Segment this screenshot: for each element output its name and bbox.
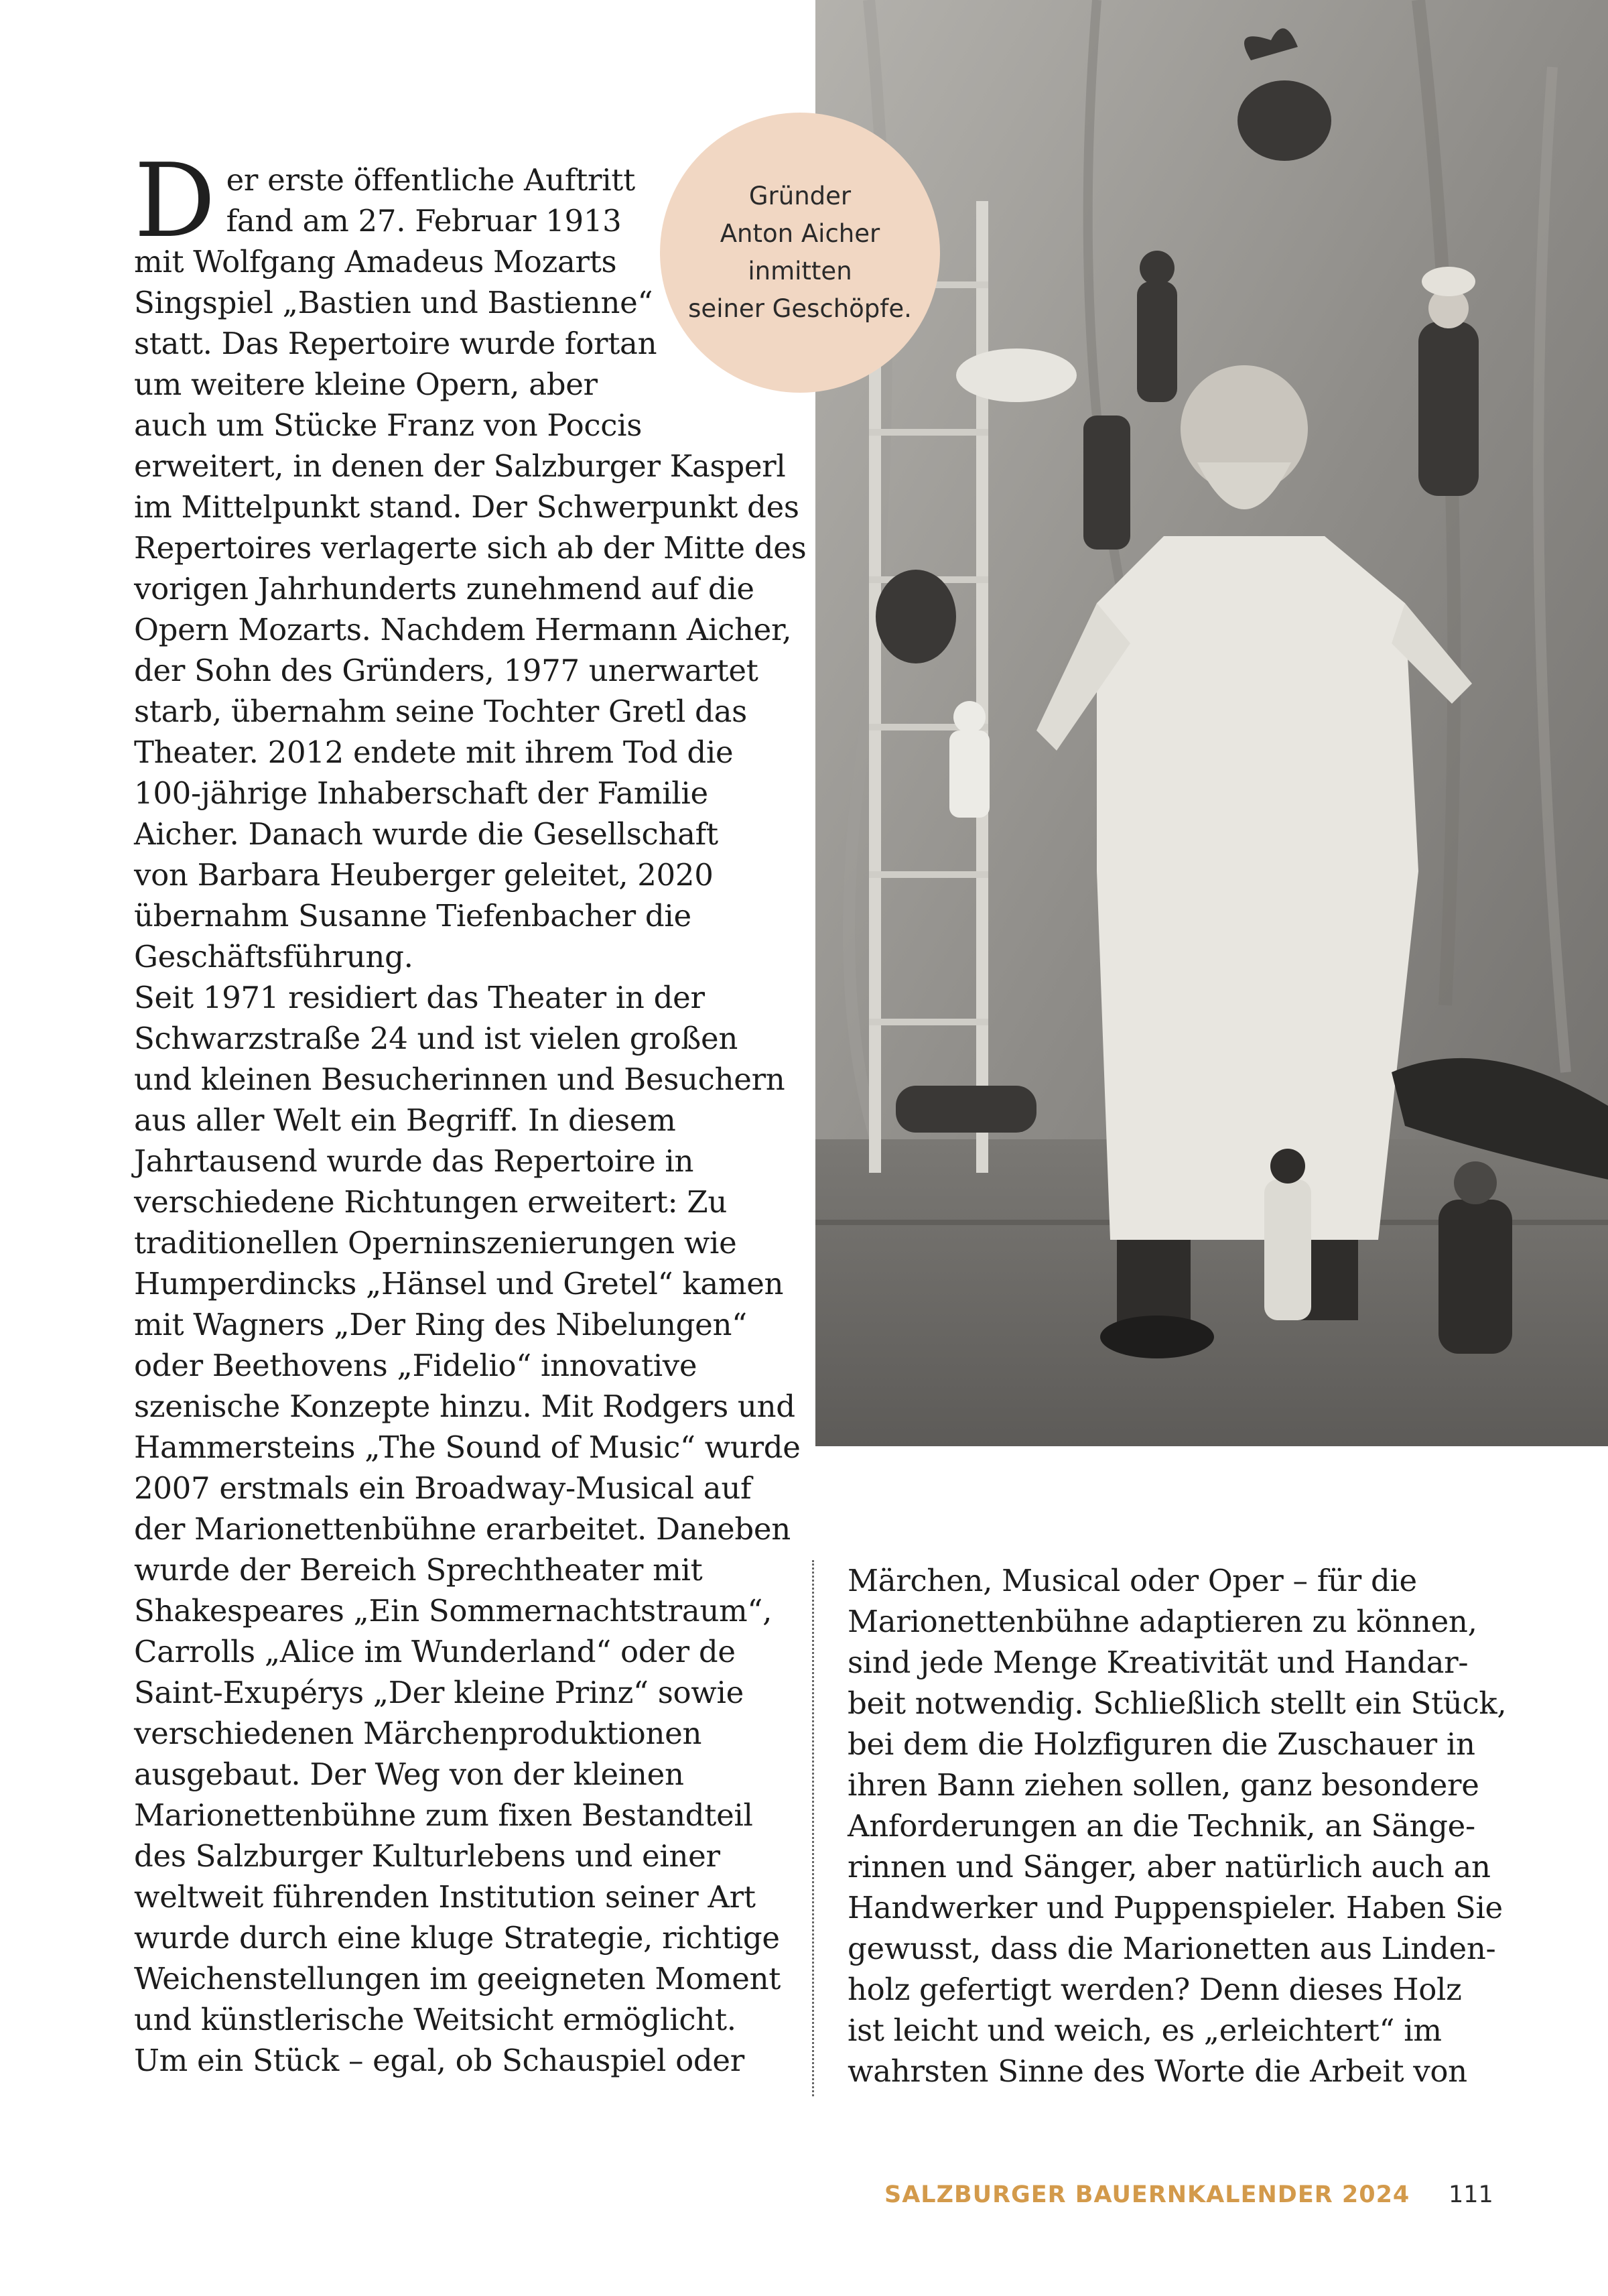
text-line: Handwerker und Puppenspieler. Haben Sie bbox=[848, 1890, 1503, 1925]
text-line: Carrolls „Alice im Wunderland“ oder de bbox=[134, 1634, 736, 1669]
caption-line: seiner Geschöpfe. bbox=[688, 294, 912, 323]
text-line: wurde der Bereich Sprechtheater mit bbox=[134, 1552, 703, 1588]
text-line: der Marionettenbühne erarbeitet. Daneben bbox=[134, 1511, 791, 1547]
text-line: wurde durch eine kluge Strategie, richtige bbox=[134, 1920, 780, 1956]
caption-line: Gründer bbox=[748, 182, 852, 210]
photo-caption-badge bbox=[660, 113, 940, 393]
text-line: verschiedene Richtungen erweitert: Zu bbox=[134, 1184, 728, 1220]
text-line: Saint-Exupérys „Der kleine Prinz“ sowie bbox=[134, 1675, 744, 1710]
text-line: mit Wolfgang Amadeus Mozarts bbox=[134, 244, 617, 279]
text-line: Theater. 2012 endete mit ihrem Tod die bbox=[134, 735, 734, 770]
drop-cap: D bbox=[134, 141, 216, 260]
text-line: der Sohn des Gründers, 1977 unerwartet bbox=[134, 653, 758, 688]
page-number: 111 bbox=[1449, 2181, 1493, 2208]
text-line: und künstlerische Weitsicht ermöglicht. bbox=[134, 2002, 736, 2037]
text-line: er erste öffentliche Auftritt bbox=[226, 162, 635, 198]
text-line: Marionettenbühne adaptieren zu können, bbox=[848, 1604, 1477, 1639]
text-line: traditionellen Operninszenierungen wie bbox=[134, 1225, 737, 1261]
caption-line: Anton Aicher bbox=[720, 219, 880, 248]
text-line: Schwarzstraße 24 und ist vielen großen bbox=[134, 1021, 738, 1056]
text-line: Hammersteins „The Sound of Music“ wurde bbox=[134, 1429, 801, 1465]
text-line: übernahm Susanne Tiefenbacher die bbox=[134, 898, 691, 934]
text-line: ist leicht und weich, es „erleichtert“ im bbox=[848, 2013, 1442, 2048]
text-line: gewusst, dass die Marionetten aus Linden- bbox=[848, 1931, 1496, 1966]
text-line: beit notwendig. Schließlich stellt ein Stück, bbox=[848, 1685, 1507, 1721]
text-line: sind jede Menge Kreativität und Handar- bbox=[848, 1645, 1469, 1680]
text-line: um weitere kleine Opern, aber bbox=[134, 367, 598, 402]
text-line: vorigen Jahrhunderts zunehmend auf die bbox=[134, 571, 754, 607]
text-line: Repertoires verlagerte sich ab der Mitte des bbox=[134, 530, 807, 566]
text-line: Märchen, Musical oder Oper – für die bbox=[848, 1563, 1417, 1598]
text-line: Humperdincks „Hänsel und Gretel“ kamen bbox=[134, 1266, 784, 1301]
text-line: Seit 1971 residiert das Theater in der bbox=[134, 980, 705, 1015]
text-line: aus aller Welt ein Begriff. In diesem bbox=[134, 1102, 676, 1138]
text-line: ihren Bann ziehen sollen, ganz besondere bbox=[848, 1767, 1479, 1803]
column-divider bbox=[812, 1560, 814, 2096]
text-line: fand am 27. Februar 1913 bbox=[226, 203, 622, 239]
text-line: verschiedenen Märchenproduktionen bbox=[134, 1716, 702, 1751]
article-right-column bbox=[848, 1560, 1507, 2092]
text-line: statt. Das Repertoire wurde fortan bbox=[134, 326, 657, 361]
text-line: im Mittelpunkt stand. Der Schwerpunkt des bbox=[134, 489, 799, 525]
text-line: oder Beethovens „Fidelio“ innovative bbox=[134, 1348, 697, 1383]
text-line: Marionettenbühne zum fixen Bestandteil bbox=[134, 1797, 753, 1833]
text-line: Aicher. Danach wurde die Gesellschaft bbox=[134, 816, 718, 852]
text-line: auch um Stücke Franz von Poccis bbox=[134, 407, 643, 443]
text-line: starb, übernahm seine Tochter Gretl das bbox=[134, 694, 747, 729]
text-line: 100-jährige Inhaberschaft der Familie bbox=[134, 775, 708, 811]
text-line: des Salzburger Kulturlebens und einer bbox=[134, 1838, 720, 1874]
text-line: und kleinen Besucherinnen und Besuchern bbox=[134, 1062, 785, 1097]
text-line: erweitert, in denen der Salzburger Kasperl bbox=[134, 448, 786, 484]
text-line: Weichenstellungen im geeigneten Moment bbox=[134, 1961, 781, 1996]
text-line: Opern Mozarts. Nachdem Hermann Aicher, bbox=[134, 612, 792, 647]
text-line: Singspiel „Bastien und Bastienne“ bbox=[134, 285, 653, 320]
text-line: Shakespeares „Ein Sommernachtstraum“, bbox=[134, 1593, 773, 1629]
text-line: Um ein Stück – egal, ob Schauspiel oder bbox=[134, 2043, 744, 2078]
text-line: mit Wagners „Der Ring des Nibelungen“ bbox=[134, 1307, 747, 1342]
text-line: Anforderungen an die Technik, an Sänge- bbox=[848, 1808, 1475, 1844]
text-line: holz gefertigt werden? Denn dieses Holz bbox=[848, 1972, 1462, 2007]
text-line: wahrsten Sinne des Worte die Arbeit von bbox=[848, 2053, 1467, 2089]
text-line: bei dem die Holzfiguren die Zuschauer in bbox=[848, 1726, 1475, 1762]
publication-title: SALZBURGER BAUERNKALENDER 2024 bbox=[884, 2181, 1410, 2208]
text-line: weltweit führenden Institution seiner Art bbox=[134, 1879, 756, 1915]
text-line: rinnen und Sänger, aber natürlich auch an bbox=[848, 1849, 1491, 1885]
text-line: Jahrtausend wurde das Repertoire in bbox=[134, 1143, 694, 1179]
text-line: 2007 erstmals ein Broadway-Musical auf bbox=[134, 1470, 752, 1506]
caption-line: inmitten bbox=[748, 257, 852, 285]
text-line: ausgebaut. Der Weg von der kleinen bbox=[134, 1757, 684, 1792]
text-line: szenische Konzepte hinzu. Mit Rodgers und bbox=[134, 1389, 795, 1424]
text-line: von Barbara Heuberger geleitet, 2020 bbox=[134, 857, 714, 893]
text-line: Geschäftsführung. bbox=[134, 939, 413, 974]
